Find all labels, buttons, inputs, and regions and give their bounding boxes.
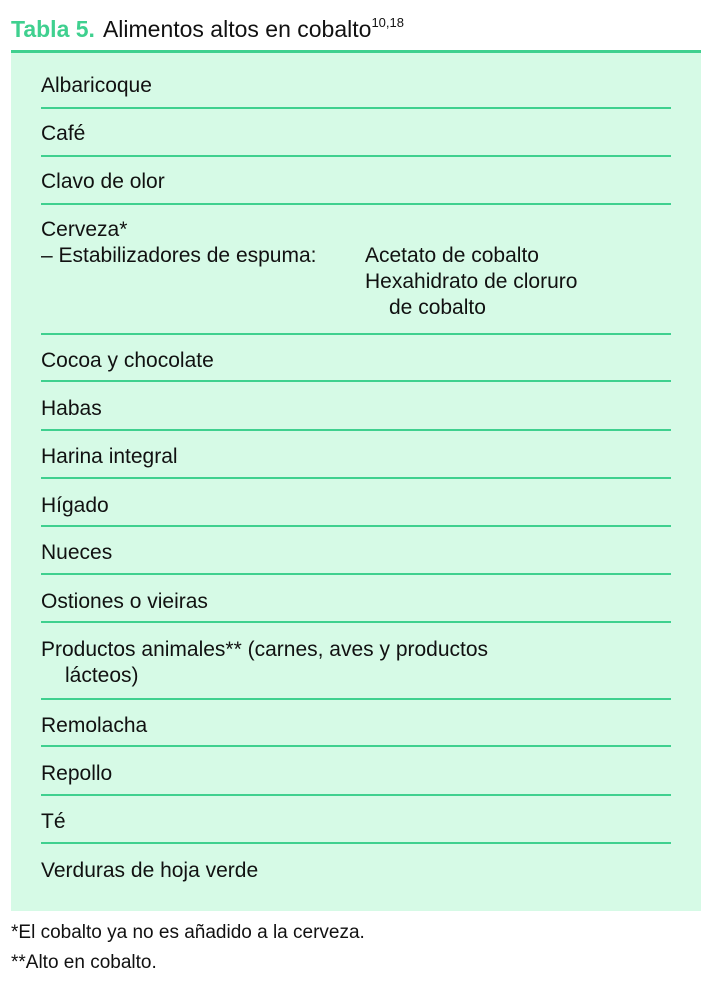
- list-item: Clavo de olor: [41, 170, 165, 193]
- reference-superscript: 10,18: [371, 15, 404, 30]
- list-item-continuation: lácteos): [65, 664, 139, 687]
- list-item: Habas: [41, 397, 102, 420]
- list-item: Café: [41, 122, 86, 145]
- list-item: Albaricoque: [41, 74, 152, 97]
- divider: [41, 429, 671, 431]
- list-item-label: Cerveza*: [41, 218, 128, 241]
- list-item: Té: [41, 810, 66, 833]
- list-item-label: Productos animales** (carnes, aves y productos: [41, 638, 489, 661]
- divider: [41, 698, 671, 700]
- divider: [41, 333, 671, 335]
- list-item: Repollo: [41, 762, 113, 785]
- list-item: Ostiones o vieiras: [41, 590, 208, 613]
- list-item-cerveza: [41, 217, 671, 321]
- divider: [41, 477, 671, 479]
- divider: [41, 525, 671, 527]
- list-item: Nueces: [41, 541, 113, 564]
- detail-value: Hexahidrato de cloruro: [365, 270, 578, 293]
- divider: [41, 794, 671, 796]
- list-item-productos: [41, 637, 671, 689]
- divider: [41, 380, 671, 382]
- footnote: **Alto en cobalto.: [11, 952, 157, 973]
- list-item: Hígado: [41, 494, 109, 517]
- detail-value: de cobalto: [389, 296, 486, 319]
- table-title-text: Alimentos altos en cobalto: [102, 16, 372, 42]
- table-title: [11, 14, 404, 44]
- food-list-panel: [11, 53, 701, 911]
- detail-value: Acetato de cobalto: [365, 244, 539, 267]
- list-item: Harina integral: [41, 445, 178, 468]
- footnotes: [11, 918, 365, 978]
- list-item: Verduras de hoja verde: [41, 859, 259, 882]
- list-item: Cocoa y chocolate: [41, 349, 214, 372]
- footnote: *El cobalto ya no es añadido a la cerveza.: [11, 922, 365, 943]
- divider: [41, 573, 671, 575]
- divider: [41, 203, 671, 205]
- divider: [41, 842, 671, 844]
- divider: [41, 107, 671, 109]
- divider: [41, 745, 671, 747]
- detail-label: – Estabilizadores de espuma:: [41, 244, 317, 267]
- list-item: Remolacha: [41, 714, 148, 737]
- cerveza-detail: [41, 243, 671, 269]
- divider: [41, 155, 671, 157]
- divider: [41, 621, 671, 623]
- table-number: Tabla 5.: [11, 16, 95, 42]
